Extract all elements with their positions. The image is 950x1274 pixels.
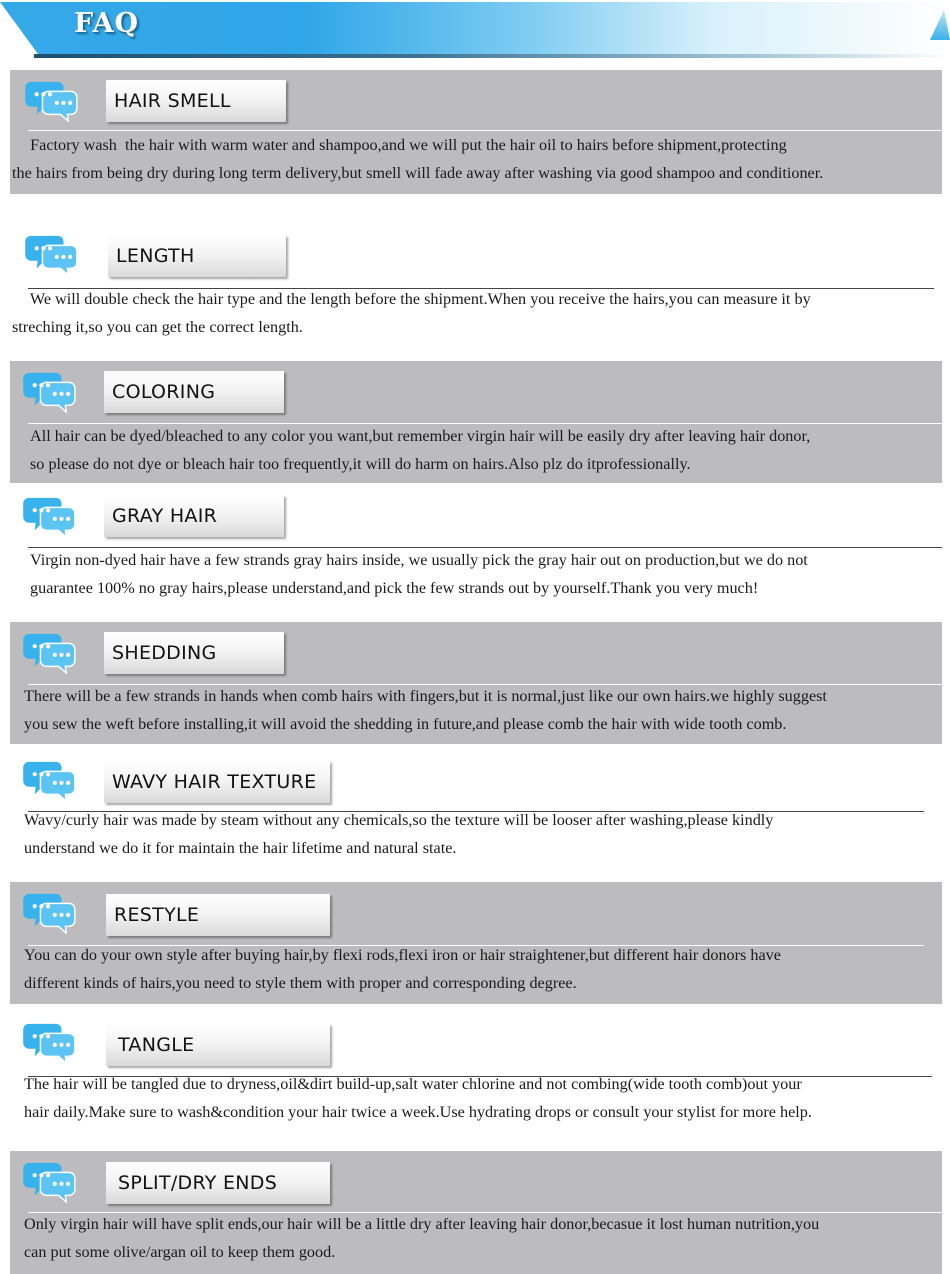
chat-bubbles-icon — [22, 369, 78, 413]
faq-section-restyle — [10, 882, 942, 1004]
chat-bubbles-icon — [22, 1159, 78, 1203]
faq-title: TANGLE — [106, 1024, 330, 1066]
faq-answer-line: Factory wash the hair with warm water and shampoo,and we will put the hair oil to hairs before shipment,protecting — [18, 136, 787, 154]
faq-answer-line: understand we do it for maintain the hair lifetime and natural state. — [24, 839, 457, 857]
faq-section-wavy-hair-texture — [10, 750, 942, 872]
faq-answer-line: All hair can be dyed/bleached to any color you want,but remember virgin hair will be easily dry after leaving hair donor, — [30, 427, 811, 445]
faq-answer-line: hair daily.Make sure to wash&condition your hair twice a week.Use hydrating drops or consult your stylist for more help. — [24, 1103, 812, 1121]
banner-bar — [0, 2, 950, 54]
faq-title: RESTYLE — [106, 894, 330, 936]
faq-answer-line: Wavy/curly hair was made by steam without any chemicals,so the texture will be looser after washing,please kindly — [24, 811, 774, 829]
faq-title: WAVY HAIR TEXTURE — [104, 761, 330, 803]
faq-section-length — [10, 222, 942, 352]
faq-answer-line: so please do not dye or bleach hair too frequently,it will do harm on hairs.Also plz do itprofessionally. — [30, 455, 691, 473]
chat-bubbles-icon — [24, 232, 80, 276]
chat-bubbles-icon — [22, 630, 78, 674]
faq-answer-line: the hairs from being dry during long term delivery,but smell will fade away after washing via good shampoo and conditioner. — [12, 164, 824, 182]
chat-bubbles-icon — [22, 758, 78, 802]
faq-title: GRAY HAIR — [104, 495, 284, 537]
faq-answer-line: Only virgin hair will have split ends,our hair will be a little dry after leaving hair donor,becasue it lost human nutrition,you — [24, 1215, 820, 1233]
chat-bubbles-icon — [22, 494, 78, 538]
faq-answer-line: different kinds of hairs,you need to style them with proper and corresponding degree. — [24, 974, 577, 992]
faq-title: LENGTH — [108, 235, 286, 277]
faq-answer-line: streching it,so you can get the correct length. — [12, 318, 303, 336]
faq-title: COLORING — [104, 371, 284, 413]
faq-answer-line: guarantee 100% no gray hairs,please understand,and pick the few strands out by yourself.Thank you very much! — [30, 579, 759, 597]
faq-section-coloring — [10, 361, 942, 483]
faq-section-hair-smell — [10, 70, 942, 194]
faq-answer-line: you sew the weft before installing,it will avoid the shedding in future,and please comb the hair with wide tooth comb. — [24, 715, 787, 733]
page-title: FAQ — [74, 8, 140, 39]
faq-title: HAIR SMELL — [106, 80, 286, 122]
faq-answer-line: The hair will be tangled due to dryness,oil&dirt build-up,salt water chlorine and not combing(wide tooth comb)out your — [24, 1075, 802, 1093]
chat-bubbles-icon — [22, 890, 78, 934]
faq-answer-line: can put some olive/argan oil to keep them good. — [24, 1243, 336, 1261]
faq-answer-line: We will double check the hair type and the length before the shipment.When you receive the hairs,you can measure it by — [18, 290, 811, 308]
faq-banner — [0, 0, 950, 62]
faq-section-shedding — [10, 622, 942, 744]
faq-title: SHEDDING — [104, 632, 284, 674]
faq-section-gray-hair — [10, 486, 942, 610]
faq-section-split-dry-ends — [10, 1151, 942, 1274]
faq-section-tangle — [10, 1014, 942, 1136]
faq-answer-line: There will be a few strands in hands when comb hairs with fingers,but it is normal,just like our own hairs.we highly suggest — [24, 687, 827, 705]
banner-shadow — [34, 54, 950, 58]
faq-title: SPLIT/DRY ENDS — [106, 1162, 330, 1204]
faq-answer-line: You can do your own style after buying hair,by flexi rods,flexi iron or hair straightener,but different hair donors have — [24, 946, 781, 964]
chat-bubbles-icon — [22, 1020, 78, 1064]
chat-bubbles-icon — [24, 78, 80, 122]
faq-answer-line: Virgin non-dyed hair have a few strands gray hairs inside, we usually pick the gray hair out on production,but we do not — [30, 551, 808, 569]
